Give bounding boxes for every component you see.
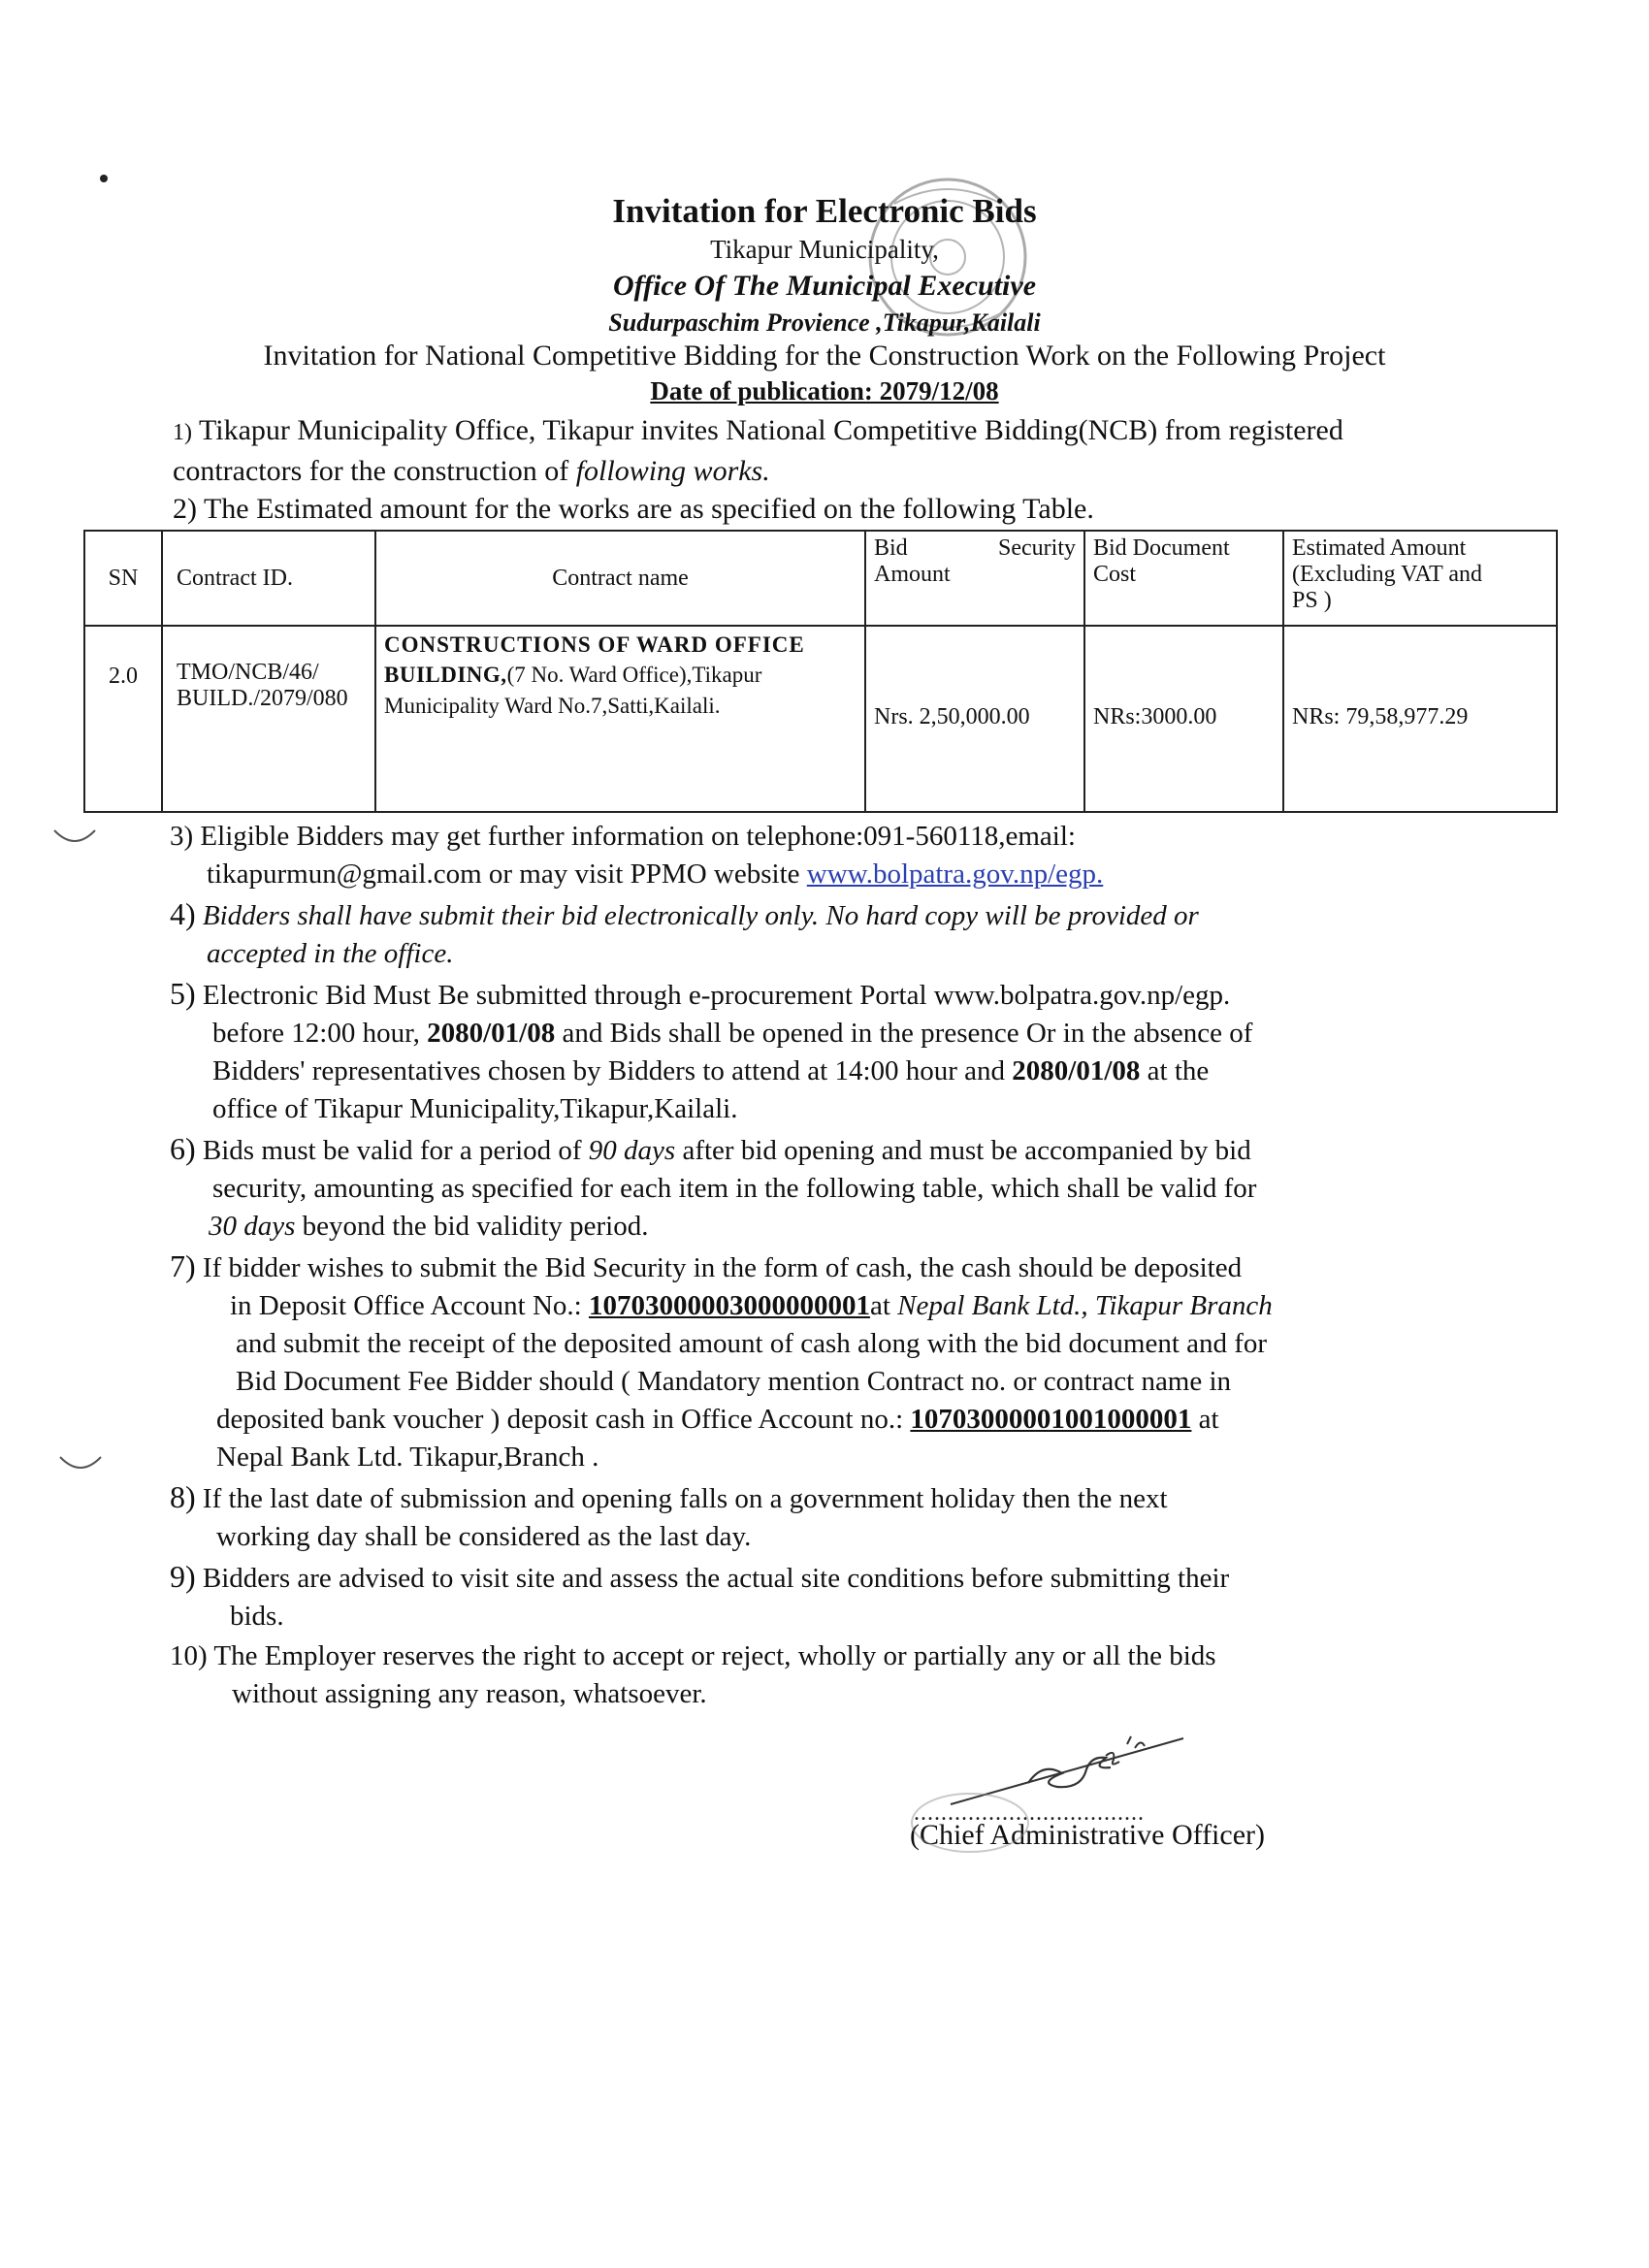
cell-bid-security: Nrs. 2,50,000.00	[865, 626, 1084, 812]
item-3-num: 3)	[170, 821, 194, 852]
table-row	[84, 626, 1557, 812]
punch-hole-mark-icon-2	[56, 1451, 105, 1474]
signatory-title: (Chief Administrative Officer)	[910, 1819, 1266, 1851]
item-7-l1: If bidder wishes to submit the Bid Security in the form of cash, the cash should be deposited	[202, 1252, 1243, 1283]
contract-table	[83, 530, 1558, 813]
item-3-text2: tikapurmun@gmail.com or may visit PPMO website	[207, 859, 800, 890]
list-item-8	[170, 1478, 1470, 1556]
header-bid-c: Amount	[874, 562, 951, 587]
item-5-l3a: Bidders' representatives chosen by Bidders to attend at 14:00 hour and	[212, 1055, 1006, 1086]
cell-contract-name	[375, 626, 865, 812]
cell-estimated: NRs: 79,58,977.29	[1283, 626, 1557, 812]
item-10-l2: without assigning any reason, whatsoever.	[232, 1678, 707, 1709]
header-bid-security	[865, 531, 1084, 626]
item-3-text: Eligible Bidders may get further information on telephone:091-560118,email:	[200, 821, 1076, 852]
cell-contract-id-1: TMO/NCB/46/	[177, 660, 319, 685]
cell-contract-id-2: BUILD./2079/080	[177, 686, 348, 711]
signature-dots: ..................................	[914, 1800, 1145, 1826]
intro-num-1: 1)	[173, 420, 192, 445]
item-8-num: 8)	[170, 1479, 196, 1514]
province-line: Sudurpaschim Provience ,Tikapur,Kailali	[608, 308, 1041, 337]
item-9-num: 9)	[170, 1559, 196, 1594]
item-7-l5c: at	[1198, 1404, 1219, 1435]
item-6-l1b: 90 days	[588, 1135, 676, 1166]
list-item-10	[170, 1637, 1470, 1713]
item-7-l5a: deposited bank voucher ) deposit cash in Office Account no.:	[216, 1404, 904, 1435]
stamp-icon	[907, 1789, 1033, 1857]
header-est-a: Estimated Amount	[1292, 535, 1467, 561]
item-4-num: 4)	[170, 896, 196, 931]
table-header-row	[84, 531, 1557, 626]
office-account-number: 10703000001001000001	[910, 1404, 1192, 1435]
scan-dot-icon	[100, 175, 108, 182]
header-bid-b: Security	[998, 535, 1076, 561]
header-doc-b: Cost	[1093, 562, 1137, 587]
item-6-l1c: after bid opening and must be accompanied by bid	[682, 1135, 1251, 1166]
item-9-l2: bids.	[230, 1601, 284, 1632]
intro-paragraph-1	[173, 411, 1385, 490]
item-5-l2a: before 12:00 hour,	[212, 1018, 420, 1049]
item-5-l3c: at the	[1147, 1055, 1210, 1086]
item-9-l1: Bidders are advised to visit site and assess the actual site conditions before submitting their	[202, 1563, 1230, 1594]
cell-name-mid: (7 No. Ward Office),Tikapur	[506, 663, 762, 687]
header-contract-id: Contract ID.	[162, 531, 375, 626]
item-7-l6: Nepal Bank Ltd. Tikapur,Branch .	[216, 1442, 599, 1473]
item-5-l2c: and Bids shall be opened in the presence Or in the absence of	[562, 1018, 1253, 1049]
item-7-l4: Bid Document Fee Bidder should ( Mandatory mention Contract no. or contract name in	[236, 1366, 1232, 1397]
item-6-l1a: Bids must be valid for a period of	[202, 1135, 582, 1166]
list-item-9	[170, 1558, 1470, 1636]
municipality-name: Tikapur Municipality,	[710, 235, 939, 264]
item-5-l2b: 2080/01/08	[427, 1018, 556, 1049]
item-6-l3a: 30 days	[209, 1211, 296, 1242]
item-4-text2: accepted in the office.	[207, 938, 454, 969]
deposit-account-number: 10703000003000000001	[588, 1290, 870, 1321]
header-sn: SN	[84, 531, 162, 626]
publication-date-text: Date of publication: 2079/12/08	[650, 376, 999, 405]
publication-date	[0, 376, 1649, 406]
list-item-3	[170, 818, 1470, 893]
intro-paragraph-2: 2) The Estimated amount for the works are as specified on the following Table.	[173, 493, 1094, 525]
item-5-text: Electronic Bid Must Be submitted through e-procurement Portal www.bolpatra.gov.np/egp.	[202, 980, 1231, 1011]
item-4-text: Bidders shall have submit their bid electronically only. No hard copy will be provided or	[202, 900, 1199, 931]
item-8-l1: If the last date of submission and opening falls on a government holiday then the next	[202, 1483, 1168, 1514]
item-6-l3b: beyond the bid validity period.	[302, 1211, 649, 1242]
item-5-l4: office of Tikapur Municipality,Tikapur,Kailali.	[212, 1093, 738, 1124]
cell-contract-id	[162, 626, 375, 812]
header-contract-name: Contract name	[375, 531, 865, 626]
header-doc-cost	[1084, 531, 1283, 626]
cell-name-title: CONSTRUCTIONS OF WARD OFFICE	[384, 632, 805, 657]
header-doc-a: Bid Document	[1093, 535, 1230, 561]
page-title: Invitation for Electronic Bids	[612, 192, 1037, 230]
item-7-l2a: in Deposit Office Account No.:	[230, 1290, 582, 1321]
intro-italic-1: following works.	[575, 455, 770, 487]
item-5-num: 5)	[170, 976, 196, 1011]
cell-sn: 2.0	[84, 626, 162, 812]
office-name: Office Of The Municipal Executive	[612, 270, 1037, 302]
item-7-l3: and submit the receipt of the deposited amount of cash along with the bid document and for	[236, 1328, 1268, 1359]
item-10-l1: The Employer reserves the right to accept or reject, wholly or partially any or all the bids	[213, 1640, 1216, 1671]
cell-name-end: Municipality Ward No.7,Satti,Kailali.	[384, 694, 721, 718]
list-item-6	[170, 1130, 1470, 1246]
item-8-l2: working day shall be considered as the last day.	[216, 1521, 752, 1552]
list-item-5	[170, 975, 1470, 1128]
header-bid-a: Bid	[874, 535, 908, 561]
item-6-num: 6)	[170, 1131, 196, 1166]
item-7-num: 7)	[170, 1248, 196, 1283]
intro-text-1: Tikapur Municipality Office, Tikapur invites National Competitive Bidding(NCB) from registered contractors for the construction of	[173, 414, 1343, 487]
header-est-b: (Excluding VAT and	[1292, 562, 1482, 587]
item-5-l3b: 2080/01/08	[1012, 1055, 1141, 1086]
invitation-line: Invitation for National Competitive Bidding for the Construction Work on the Following Project	[263, 340, 1386, 372]
item-7-l2c: at	[869, 1290, 890, 1321]
punch-hole-mark-icon	[50, 825, 99, 848]
list-item-7	[170, 1247, 1470, 1476]
header-est-c: PS )	[1292, 588, 1332, 613]
list-item-4	[170, 895, 1470, 973]
ppmo-website-link[interactable]: www.bolpatra.gov.np/egp.	[806, 859, 1104, 890]
item-6-l2: security, amounting as specified for each item in the following table, which shall be valid for	[212, 1173, 1257, 1204]
cell-name-bold: BUILDING,	[384, 663, 507, 687]
item-7-l2d: Nepal Bank Ltd., Tikapur Branch	[897, 1290, 1273, 1321]
item-10-num: 10)	[170, 1640, 208, 1671]
conditions-list	[170, 818, 1470, 1715]
header-estimated	[1283, 531, 1557, 626]
cell-name-rest	[384, 658, 857, 693]
cell-doc-cost: NRs:3000.00	[1084, 626, 1283, 812]
